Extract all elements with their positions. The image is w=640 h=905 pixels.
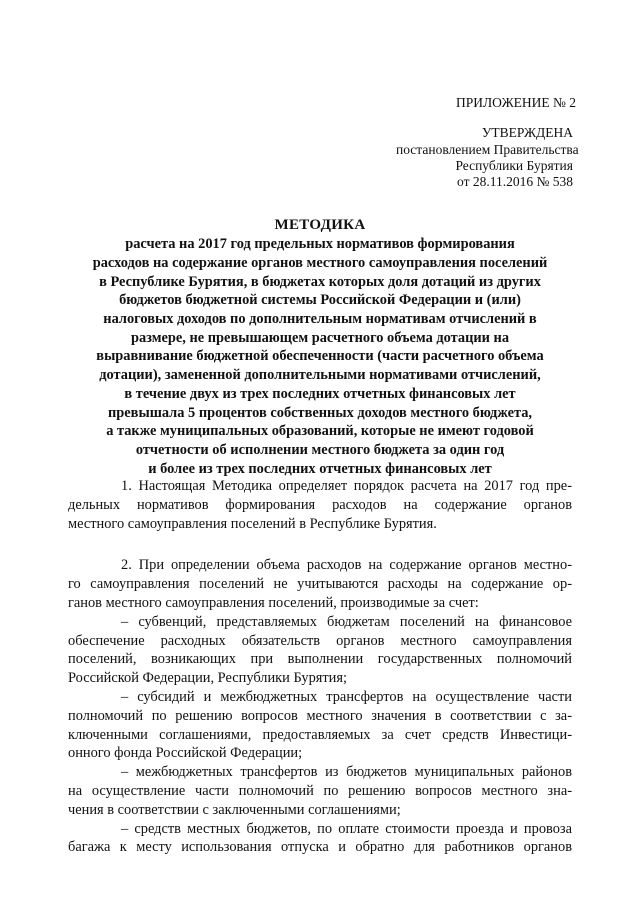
text-line: – средств местных бюджетов, по оплате стоимости проезда и провоза [121,820,572,837]
title-line: превышала 5 процентов собственных доходов местного бюджета, [108,404,532,421]
document-body [68,477,572,857]
text-line: Российской Федерации, Республики Бурятия; [68,670,347,687]
title-line: выравнивание бюджетной обеспеченности (части расчетного объема [96,348,544,365]
title-line: бюджетов бюджетной системы Российской Федерации и (или) [119,292,521,309]
annex-label: ПРИЛОЖЕНИЕ № 2 [456,95,577,110]
approved-date: от 28.11.2016 № 538 [457,174,573,189]
text-line: чения в соответствии с заключенными соглашениями; [68,801,401,818]
approved-by-line-1: постановлением Правительства [396,142,579,157]
text-line: онного фонда Российской Федерации; [68,745,303,762]
title-line: налоговых доходов по дополнительным нормативам отчислений в [103,311,537,328]
list-item-subsidies [68,688,572,763]
text-line: ганов местного самоуправления поселений, производимые за счет: [68,594,479,611]
text-line: обеспечение расходных обязательств органов местного самоуправления [68,632,572,649]
approved-label: УТВЕРЖДЕНА [481,125,573,140]
text-line: – субвенций, представляемых бюджетам поселений на финансовое [121,613,572,630]
approval-stamp-block [396,125,579,190]
title-line: расчета на 2017 год предельных нормативов формирования [125,236,515,253]
text-line: – межбюджетных трансфертов из бюджетов муниципальных районов [121,764,572,781]
document-heading: МЕТОДИКА [274,217,366,233]
text-line: багажа к месту использования отпуска и обратно для работников органов [68,839,572,856]
text-line: местного самоуправления поселений в Республике Бурятия. [68,515,437,532]
list-item-interbudget-transfers [68,763,572,819]
paragraph-2 [68,556,572,612]
title-line: и более из трех последних отчетных финансовых лет [148,460,492,477]
title-line: отчетности об исполнении местного бюджета за один год [135,441,505,458]
approved-by-line-2: Республики Бурятия [455,158,573,173]
text-line: поселений, возникающих при выполнении государственных полномочий [68,651,572,668]
title-line: а также муниципальных образований, которые не имеют годовой [106,423,534,440]
text-line: 1. Настоящая Методика определяет порядок расчета на 2017 год пре- [121,478,572,494]
text-line: на осуществление части полномочий по решению вопросов местного зна- [68,782,572,799]
title-line: расходов на содержание органов местного самоуправления поселений [92,254,548,271]
document-title-block [68,216,572,478]
list-item-subventions [68,613,572,688]
text-line: – субсидий и межбюджетных трансфертов на осуществление части [121,688,572,705]
paragraph-1 [68,477,572,533]
paragraph-gap [68,533,572,556]
list-item-local-budget-funds [68,820,572,858]
title-line: дотации), замененной дополнительными нормативами отчислений, [99,367,541,384]
text-line: ключенными соглашениями, предоставляемых за счет средств Инвестици- [68,726,572,743]
text-line: полномочий по решению вопросов местного значения в соответствии с за- [68,707,572,724]
title-line: в Республике Бурятия, в бюджетах которых доля дотаций из других [99,273,541,290]
text-line: 2. При определении объема расходов на содержание органов местно- [121,557,572,574]
text-line: го самоуправления поселений не учитываются расходы на содержание ор- [68,576,572,593]
text-line: дельных нормативов формирования расходов на содержание органов [68,496,572,513]
title-line: в течение двух из трех последних отчетных финансовых лет [124,385,516,402]
title-line: размере, не превышающем расчетного объема дотации на [130,329,510,346]
